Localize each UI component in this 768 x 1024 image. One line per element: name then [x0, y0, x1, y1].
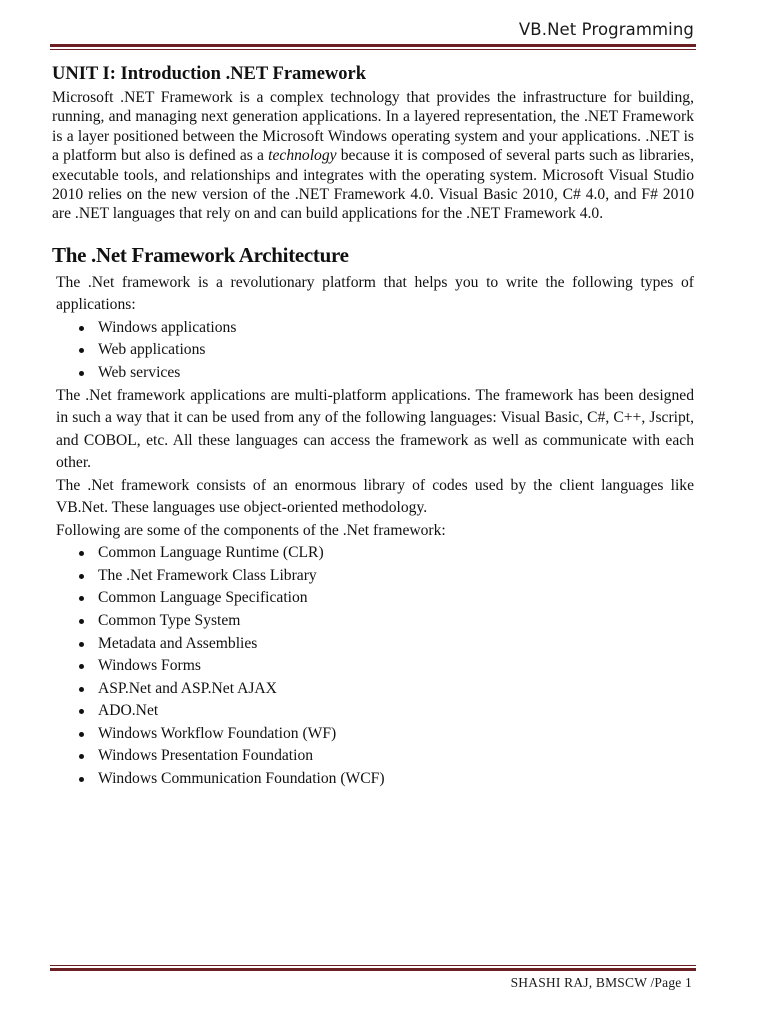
bullet-icon — [79, 596, 84, 601]
app-types-list — [52, 317, 694, 385]
page-content — [52, 62, 694, 791]
bullet-icon — [79, 687, 84, 692]
architecture-intro: The .Net framework is a revolutionary platform that helps you to write the following types of applications: — [56, 273, 694, 314]
footer-rule-thin — [50, 965, 696, 966]
list-item: The .Net Framework Class Library — [98, 565, 694, 588]
bullet-icon — [79, 664, 84, 669]
list-item: ADO.Net — [98, 700, 694, 723]
bullet-icon — [79, 619, 84, 624]
list-item: Windows Forms — [98, 655, 694, 678]
header-rule-thin — [50, 49, 696, 50]
list-item: Metadata and Assemblies — [98, 633, 694, 656]
footer-text: SHASHI RAJ, BMSCW /Page 1 — [510, 975, 692, 990]
list-item: Common Type System — [98, 610, 694, 633]
intro-text-part1: Microsoft .NET Framework is a complex technology that provides the infrastructure for building, running, and managing next generation applications. In a layered representation, the .NET Framework is a layer positioned between the Microsoft Windows operating system and your applications. .NET is a platform but also is defined as a — [52, 89, 694, 165]
bullet-icon — [79, 642, 84, 647]
bullet-icon — [79, 777, 84, 782]
intro-emphasis: technology — [268, 147, 337, 165]
list-item: Common Language Specification — [98, 587, 694, 610]
list-item: Windows applications — [98, 317, 694, 340]
list-item: Web applications — [98, 339, 694, 362]
intro-paragraph — [52, 88, 694, 224]
list-item: Windows Presentation Foundation — [98, 745, 694, 768]
components-list — [52, 542, 694, 791]
header-rule-thick — [50, 44, 696, 47]
list-item: Windows Communication Foundation (WCF) — [98, 768, 694, 791]
list-item: Web services — [98, 362, 694, 385]
unit-heading: UNIT I: Introduction .NET Framework — [52, 64, 367, 84]
list-item: Windows Workflow Foundation (WF) — [98, 723, 694, 746]
bullet-icon — [79, 348, 84, 353]
bullet-icon — [79, 709, 84, 714]
multi-platform-paragraph: The .Net framework applications are multi-platform applications. The framework has been designed in such a way that it can be used from any of the following languages: Visual Basic, C#, C++, Jscript, and COBOL, etc. All these languages can access the framework as well as communicate with each other. — [56, 386, 694, 472]
architecture-heading: The .Net Framework Architecture — [52, 242, 349, 267]
bullet-icon — [79, 754, 84, 759]
components-intro: Following are some of the components of the .Net framework: — [56, 521, 446, 539]
header-title: VB.Net Programming — [518, 20, 694, 39]
library-paragraph: The .Net framework consists of an enormous library of codes used by the client languages like VB.Net. These languages use object-oriented methodology. — [56, 476, 694, 517]
bullet-icon — [79, 732, 84, 737]
bullet-icon — [79, 371, 84, 376]
bullet-icon — [79, 574, 84, 579]
footer-rule-thick — [50, 968, 696, 971]
intro-text-part2: because it is composed of several parts such as libraries, executable tools, and relationships and integrates with the operating system. Microsoft Visual Studio 2010 relies on the new version of the .NET Framework 4.0. Visual Basic 2010, C# 4.0, and F# 2010 are .NET languages that rely on and can build applications for the .NET Framework 4.0. — [52, 147, 694, 223]
list-item: Common Language Runtime (CLR) — [98, 542, 694, 565]
list-item: ASP.Net and ASP.Net AJAX — [98, 678, 694, 701]
bullet-icon — [79, 326, 84, 331]
bullet-icon — [79, 551, 84, 556]
